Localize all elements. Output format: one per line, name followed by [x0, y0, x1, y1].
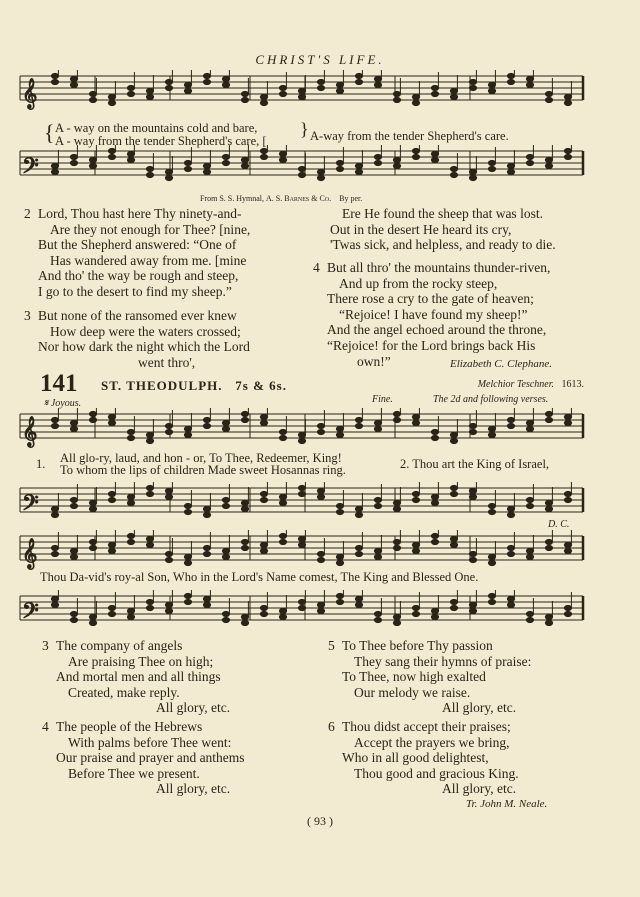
hymn141-lyric-v2: 2. Thou art the King of Israel, — [400, 457, 550, 471]
hymn140-brace: { — [44, 120, 55, 145]
page-header: CHRIST'S LIFE. — [255, 52, 385, 67]
svg-text:𝄢: 𝄢 — [22, 154, 39, 183]
hymn141-verse-4: 4 The people of the Hebrews With palms before Thee went: Our praise and prayer and anthems Before Thee we present. All glory, etc. — [42, 719, 245, 797]
hymn140-author: Elizabeth C. Clephane. — [450, 358, 553, 370]
hymn141-bass-staff-1 — [0, 482, 640, 532]
hymn140-brace-2: } — [300, 119, 309, 139]
hymn141-translator: Tr. John M. Neale. — [466, 798, 548, 810]
tune-name: ST. THEODULPH. 7s & 6s. — [101, 378, 287, 393]
following-verses-note: The 2d and following verses. — [433, 394, 549, 405]
hymn140-credit: From S. S. Hymnal, A. S. Barnes & Co. By per. — [200, 194, 363, 203]
hymn140-verse-3-cont: Ere He found the sheep that was lost. Out in the desert He heard its cry, 'Twas sick, and helpless, and ready to die. — [330, 206, 556, 253]
hymn141-verse-5: 5 To Thee before Thy passion They sang their hymns of praise: To Thee, now high exalted Our melody we raise. All glory, etc. — [328, 638, 532, 716]
svg-text:𝄢: 𝄢 — [22, 599, 39, 628]
composer: Melchior Teschner. 1613. — [477, 379, 584, 390]
hymn140-verse-2: 2 Lord, Thou hast here Thy ninety-and- Are they not enough for Thee? [nine, But the Shepherd answered: “One of Has wandered away from me. [mine And tho' the way be rough and steep, I go to the desert to find my sheep.” — [24, 206, 251, 299]
page-number: ( 93 ) — [307, 814, 333, 828]
hymn141-lyric-line2: Thou Da-vid's roy-al Son, Who in the Lord's Name comest, The King and Blessed One. — [40, 570, 479, 584]
hymn140-verse-4: 4 But all thro' the mountains thunder-riven, And up from the rocky steep, There rose a cry to the gate of heaven; “Rejoice! I have found my sheep!” And the angel echoed around the throne, “Rejoice! for the Lord brings back His own!” — [313, 260, 551, 369]
hymn140-verse-3: 3 But none of the ransomed ever knew How deep were the waters crossed; Nor how dark the night which the Lord went thro', — [24, 308, 250, 370]
svg-text:𝄢: 𝄢 — [22, 491, 39, 520]
svg-text:𝄞: 𝄞 — [22, 79, 38, 108]
hymn140-lyric-1: A - way on the mountains cold and bare, — [55, 121, 258, 135]
fine-marking: Fine. — [372, 394, 393, 405]
hymn141-lyric-1: All glo-ry, laud, and hon - or, To Thee, Redeemer, King! — [60, 451, 342, 465]
hymn141-verse-num-1: 1. — [36, 457, 46, 471]
hymn140-bass-staff — [0, 145, 640, 195]
hymn140-lyric-3: A-way from the tender Shepherd's care. — [310, 129, 509, 143]
hymn141-verse-6: 6 Thou didst accept their praises; Accept the prayers we bring, Who in all good delightest, Thou good and gracious King. All glory, etc. — [328, 719, 519, 797]
hymn140-lyric-2: A - way from the tender Shepherd's care, [ — [55, 134, 267, 148]
hymn141-bass-staff-2 — [0, 590, 640, 640]
svg-text:𝄞: 𝄞 — [22, 539, 38, 568]
tempo-marking: 𝄋 Joyous. — [44, 398, 82, 409]
hymn141-lyric-2: To whom the lips of children Made sweet Hosannas ring. — [60, 463, 346, 477]
dc-marking: D. C. — [548, 519, 570, 530]
svg-text:𝄞: 𝄞 — [22, 417, 38, 446]
hymn141-verse-3: 3 The company of angels Are praising Thee on high; And mortal men and all things Created, make reply. All glory, etc. — [42, 638, 231, 716]
hymn-number: 141 — [40, 370, 78, 397]
